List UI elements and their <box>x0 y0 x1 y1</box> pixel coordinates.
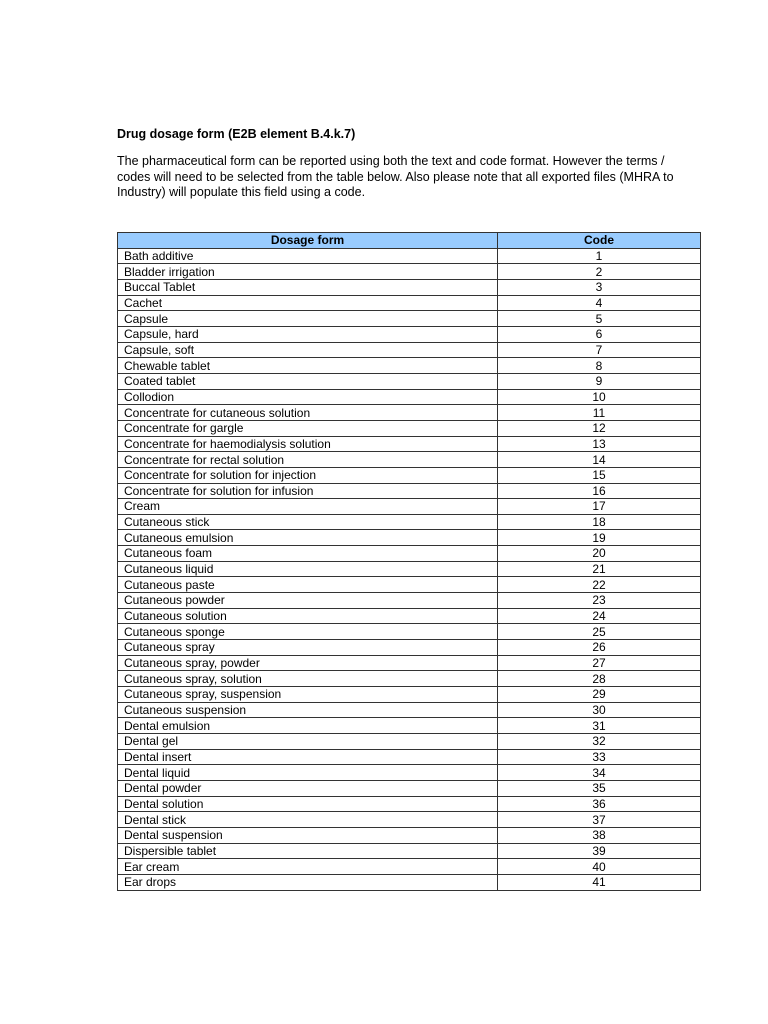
dosage-form-cell: Cutaneous spray, powder <box>118 655 498 671</box>
table-row <box>118 405 701 421</box>
code-cell: 28 <box>498 671 701 687</box>
table-row <box>118 436 701 452</box>
code-cell: 7 <box>498 342 701 358</box>
table-row <box>118 671 701 687</box>
code-cell: 34 <box>498 765 701 781</box>
dosage-form-cell: Dental suspension <box>118 827 498 843</box>
table-row <box>118 499 701 515</box>
dosage-form-cell: Cutaneous foam <box>118 546 498 562</box>
code-cell: 11 <box>498 405 701 421</box>
table-row <box>118 358 701 374</box>
dosage-form-cell: Concentrate for haemodialysis solution <box>118 436 498 452</box>
dosage-form-cell: Dental stick <box>118 812 498 828</box>
code-cell: 9 <box>498 373 701 389</box>
dosage-form-cell: Concentrate for solution for infusion <box>118 483 498 499</box>
table-row <box>118 874 701 890</box>
code-cell: 41 <box>498 874 701 890</box>
table-row <box>118 389 701 405</box>
table-row <box>118 467 701 483</box>
code-cell: 39 <box>498 843 701 859</box>
table-row <box>118 326 701 342</box>
code-cell: 1 <box>498 248 701 264</box>
table-row <box>118 827 701 843</box>
table-row <box>118 295 701 311</box>
table-row <box>118 796 701 812</box>
table-row <box>118 702 701 718</box>
dosage-form-cell: Cutaneous spray <box>118 640 498 656</box>
code-cell: 26 <box>498 640 701 656</box>
dosage-form-cell: Bath additive <box>118 248 498 264</box>
dosage-form-cell: Coated tablet <box>118 373 498 389</box>
table-row <box>118 483 701 499</box>
dosage-form-cell: Cream <box>118 499 498 515</box>
intro-paragraph: The pharmaceutical form can be reported using both the text and code format. However the terms / codes will need to be selected from the table below. Also please note that all exported files (MHRA to Industry) will populate this field using a code. <box>117 154 674 199</box>
code-cell: 20 <box>498 546 701 562</box>
dosage-form-cell: Cutaneous emulsion <box>118 530 498 546</box>
code-cell: 37 <box>498 812 701 828</box>
code-cell: 13 <box>498 436 701 452</box>
dosage-form-cell: Concentrate for solution for injection <box>118 467 498 483</box>
code-cell: 32 <box>498 734 701 750</box>
table-row <box>118 593 701 609</box>
table-row <box>118 687 701 703</box>
table-row <box>118 812 701 828</box>
code-cell: 6 <box>498 326 701 342</box>
table-row <box>118 530 701 546</box>
code-cell: 21 <box>498 561 701 577</box>
dosage-form-cell: Dental solution <box>118 796 498 812</box>
dosage-form-cell: Dental powder <box>118 780 498 796</box>
table-row <box>118 624 701 640</box>
dosage-form-cell: Cachet <box>118 295 498 311</box>
dosage-form-cell: Capsule, hard <box>118 326 498 342</box>
table-header-row <box>118 233 701 249</box>
header-dosage-form: Dosage form <box>118 233 498 249</box>
code-cell: 31 <box>498 718 701 734</box>
table-row <box>118 655 701 671</box>
code-cell: 33 <box>498 749 701 765</box>
header-code: Code <box>498 233 701 249</box>
dosage-form-cell: Capsule <box>118 311 498 327</box>
table-row <box>118 765 701 781</box>
dosage-form-cell: Dental emulsion <box>118 718 498 734</box>
table-row <box>118 640 701 656</box>
table-row <box>118 279 701 295</box>
code-cell: 22 <box>498 577 701 593</box>
table-row <box>118 546 701 562</box>
table-row <box>118 608 701 624</box>
table-row <box>118 734 701 750</box>
code-cell: 16 <box>498 483 701 499</box>
dosage-form-cell: Cutaneous spray, solution <box>118 671 498 687</box>
table-row <box>118 859 701 875</box>
dosage-form-cell: Bladder irrigation <box>118 264 498 280</box>
code-cell: 36 <box>498 796 701 812</box>
table-row <box>118 577 701 593</box>
table-row <box>118 311 701 327</box>
section-title: Drug dosage form (E2B element B.4.k.7) <box>117 127 356 141</box>
code-cell: 29 <box>498 687 701 703</box>
code-cell: 38 <box>498 827 701 843</box>
code-cell: 18 <box>498 514 701 530</box>
dosage-form-cell: Cutaneous liquid <box>118 561 498 577</box>
dosage-form-cell: Concentrate for rectal solution <box>118 452 498 468</box>
table-row <box>118 718 701 734</box>
code-cell: 27 <box>498 655 701 671</box>
table-row <box>118 843 701 859</box>
dosage-form-cell: Cutaneous spray, suspension <box>118 687 498 703</box>
code-cell: 40 <box>498 859 701 875</box>
code-cell: 17 <box>498 499 701 515</box>
dosage-form-cell: Dental gel <box>118 734 498 750</box>
code-cell: 25 <box>498 624 701 640</box>
dosage-form-cell: Dental liquid <box>118 765 498 781</box>
dosage-form-cell: Cutaneous solution <box>118 608 498 624</box>
dosage-form-cell: Ear drops <box>118 874 498 890</box>
dosage-form-cell: Capsule, soft <box>118 342 498 358</box>
dosage-form-cell: Cutaneous sponge <box>118 624 498 640</box>
dosage-form-cell: Buccal Tablet <box>118 279 498 295</box>
code-cell: 14 <box>498 452 701 468</box>
dosage-form-cell: Cutaneous paste <box>118 577 498 593</box>
table-row <box>118 780 701 796</box>
table-row <box>118 452 701 468</box>
table-row <box>118 248 701 264</box>
dosage-form-cell: Cutaneous powder <box>118 593 498 609</box>
code-cell: 8 <box>498 358 701 374</box>
code-cell: 5 <box>498 311 701 327</box>
table-row <box>118 420 701 436</box>
code-cell: 2 <box>498 264 701 280</box>
code-cell: 24 <box>498 608 701 624</box>
dosage-form-cell: Cutaneous stick <box>118 514 498 530</box>
code-cell: 19 <box>498 530 701 546</box>
code-cell: 3 <box>498 279 701 295</box>
dosage-form-cell: Concentrate for cutaneous solution <box>118 405 498 421</box>
code-cell: 15 <box>498 467 701 483</box>
dosage-form-cell: Chewable tablet <box>118 358 498 374</box>
code-cell: 35 <box>498 780 701 796</box>
dosage-form-cell: Collodion <box>118 389 498 405</box>
table-row <box>118 749 701 765</box>
dosage-form-cell: Cutaneous suspension <box>118 702 498 718</box>
table-row <box>118 561 701 577</box>
code-cell: 12 <box>498 420 701 436</box>
dosage-form-table <box>117 232 701 891</box>
dosage-form-cell: Concentrate for gargle <box>118 420 498 436</box>
dosage-form-cell: Dental insert <box>118 749 498 765</box>
code-cell: 30 <box>498 702 701 718</box>
table-row <box>118 373 701 389</box>
code-cell: 4 <box>498 295 701 311</box>
dosage-form-cell: Dispersible tablet <box>118 843 498 859</box>
table-row <box>118 342 701 358</box>
table-row <box>118 514 701 530</box>
table-row <box>118 264 701 280</box>
code-cell: 23 <box>498 593 701 609</box>
dosage-form-cell: Ear cream <box>118 859 498 875</box>
code-cell: 10 <box>498 389 701 405</box>
